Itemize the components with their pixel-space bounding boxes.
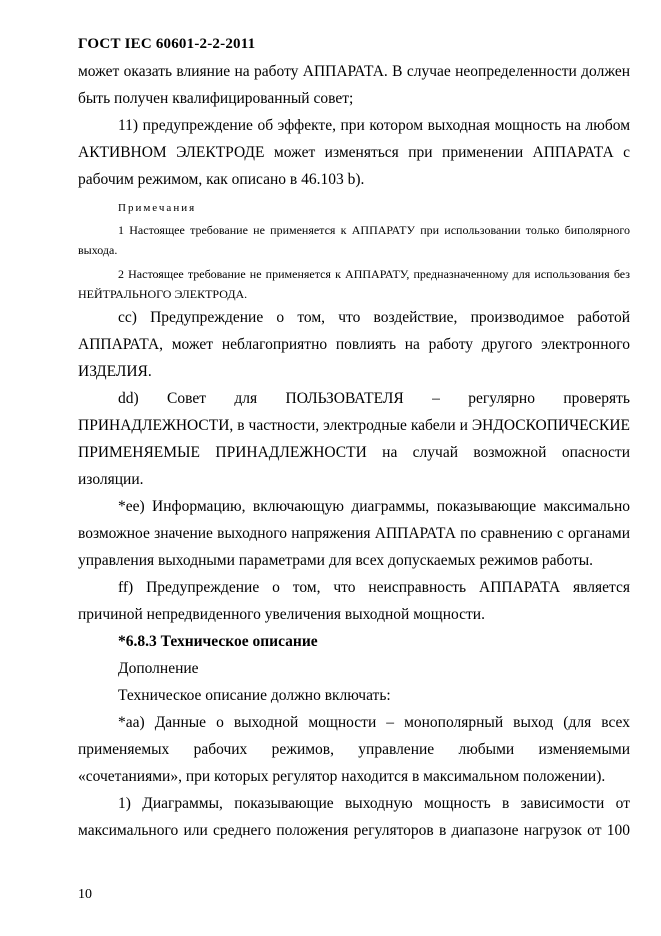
paragraph-item-1: 1) Диаграммы, показывающие выходную мощность в зависимости от максимального или среднего положения регуляторов в диапазоне нагрузок от 100 <box>78 795 630 839</box>
page-body <box>78 58 630 844</box>
paragraph-item-dd: dd) Совет для ПОЛЬЗОВАТЕЛЯ – регулярно проверять ПРИНАДЛЕЖНОСТИ, в частности, электродные кабели и ЭНДОСКОПИЧЕСКИЕ ПРИМЕНЯЕМЫЕ ПРИНАДЛЕЖНОСТИ на случай возможной опасности изоляции. <box>78 390 630 488</box>
page-number: 10 <box>78 887 92 902</box>
section-addition-label: Дополнение <box>118 660 199 677</box>
standard-header: ГОСТ IEC 60601-2-2-2011 <box>78 36 256 52</box>
paragraph-item-aa: *aa) Данные о выходной мощности – монополярный выход (для всех применяемых рабочих режимов, управление любыми изменяемыми «сочетаниями», при которых регулятор находится в максимальном положении). <box>78 714 630 785</box>
note-1: 1 Настоящее требование не применяется к АППАРАТУ при использовании только биполярного выхода. <box>78 223 630 257</box>
paragraph-item-ee: *ee) Информацию, включающую диаграммы, показывающие максимально возможное значение выходного напряжения АППАРАТА по сравнению с органами управления выходными параметрами для всех допускаемых режимов работы. <box>78 498 630 569</box>
section-intro: Техническое описание должно включать: <box>118 687 391 704</box>
paragraph-continuation: может оказать влияние на работу АППАРАТА. В случае неопределенности должен быть получен квалифицированный совет; <box>78 63 630 107</box>
note-2: 2 Настоящее требование не применяется к АППАРАТУ, предназначенному для использования без НЕЙТРАЛЬНОГО ЭЛЕКТРОДА. <box>78 267 630 301</box>
notes-heading: Примечания <box>118 202 197 214</box>
paragraph-item-ff: ff) Предупреждение о том, что неисправность АППАРАТА является причиной непредвиденного увеличения выходной мощности. <box>78 579 630 623</box>
paragraph-item-cc: cc) Предупреждение о том, что воздействие, производимое работой АППАРАТА, может неблагоприятно повлиять на работу другого электронного ИЗДЕЛИЯ. <box>78 309 630 380</box>
paragraph-item-11: 11) предупреждение об эффекте, при котором выходная мощность на любом АКТИВНОМ ЭЛЕКТРОДЕ может изменяться при применении АППАРАТА с рабочим режимом, как описано в 46.103 b). <box>78 117 630 188</box>
section-heading: *6.8.3 Техническое описание <box>118 633 318 650</box>
